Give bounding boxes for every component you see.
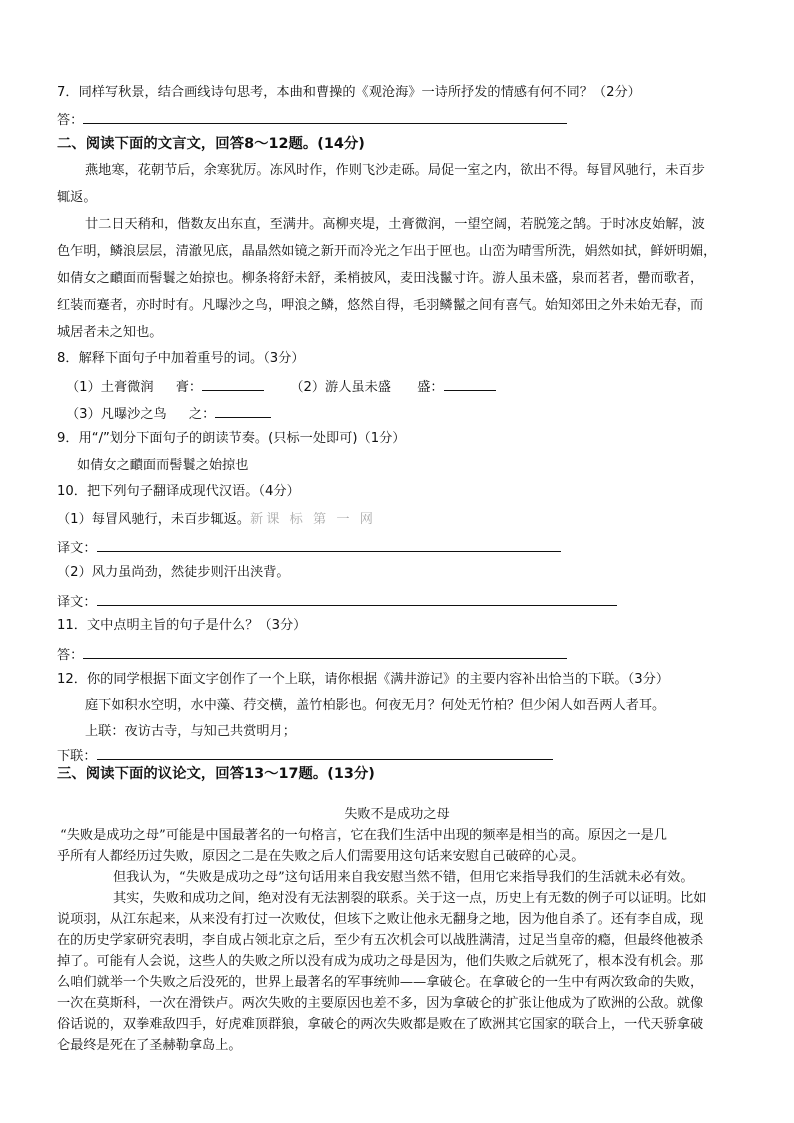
article-line: 说项羽，从江东起来，从来没有打过一次败仗，但垓下之败让他永无翻身之地，因为他自杀了。还有李自成，现: [57, 912, 704, 927]
question-11: 11．文中点明主旨的句子是什么？（3分）: [57, 618, 307, 633]
article-line: 俗话说的，双拳难敌四手，好虎难顶群狼，拿破仑的两次失败都是败在了欧洲其它国家的联合上，一代天骄拿破: [57, 1017, 704, 1032]
article-line: 其实，失败和成功之间，绝对没有无法割裂的联系。关于这一点，历史上有无数的例子可以证明。比如: [113, 891, 707, 906]
question-12: 12．你的同学根据下面文字创作了一个上联，请你根据《满井游记》的主要内容补出恰当的下联。（3分）: [57, 672, 670, 687]
question-8: 8．解释下面句子中加着重号的词。（3分）: [57, 351, 305, 366]
passage-line: 色乍明，鳞浪层层，清澈见底，晶晶然如镜之新开而冷光之乍出于匣也。山峦为晴雪所洗，娟然如拭，鲜妍明媚，: [57, 244, 717, 259]
watermark: 新课 标 第 一 网: [250, 512, 376, 527]
article-line: 掉了。可能有人会说，这些人的失败之所以没有成为成功之母是因为，他们失败之后就死了，根本没有机会。那: [57, 954, 704, 969]
q8-item-3: （3）凡曝沙之鸟 之：: [66, 403, 271, 424]
answer-blank[interactable]: [215, 403, 271, 418]
answer-blank[interactable]: [97, 537, 561, 552]
section-2-heading: 二、阅读下面的文言文，回答8～12题。(14分): [57, 136, 365, 152]
question-9: 9．用“/”划分下面句子的朗读节奏。(只标一处即可)（1分）: [57, 431, 406, 446]
q9-sentence: 如倩女之靧面而髻鬟之始掠也: [77, 458, 249, 473]
q12-lower-couplet: 下联：: [57, 745, 553, 766]
question-7: 7．同样写秋景，结合画线诗句思考，本曲和曹操的《观沧海》一诗所抒发的情感有何不同？（2分）: [57, 85, 641, 100]
answer-blank[interactable]: [97, 591, 617, 606]
article-line: 在的历史学家研究表明，李自成占领北京之后，至少有五次机会可以战胜满清，过足当皇帝的瘾，但最终他被杀: [57, 933, 704, 948]
article-line: 仑最终是死在了圣赫勒拿岛上。: [57, 1038, 242, 1053]
passage-line: 如倩女之靧面而髻鬟之始掠也。柳条将舒未舒，柔梢披风，麦田浅鬣寸许。游人虽未盛，泉而茗者，罍而歌者，: [57, 271, 704, 286]
q10-translation-1: 译文：: [57, 537, 561, 558]
q10-item-2: （2）风力虽尚劲，然徒步则汗出浃背。: [57, 565, 290, 580]
answer-blank[interactable]: [202, 376, 264, 391]
answer-blank[interactable]: [83, 644, 567, 659]
q10-translation-2: 译文：: [57, 591, 617, 612]
article-line: 么咱们就举一个失败之后没死的，世界上最著名的军事统帅——拿破仑。在拿破仑的一生中有两次致命的失败，: [57, 975, 704, 990]
article-line: 一次在莫斯科，一次在滑铁卢。两次失败的主要原因也差不多，因为拿破仑的扩张让他成为了欧洲的公敌。就像: [57, 996, 704, 1011]
passage-line: 城居者未之知也。: [57, 325, 163, 340]
article-line: 但我认为，“失败是成功之母”这句话用来自我安慰当然不错，但用它来指导我们的生活就未必有效。: [113, 870, 694, 885]
passage-line: 廿二日天稍和，偕数友出东直，至满井。高柳夹堤，土膏微润，一望空阔，若脱笼之鹄。于时冰皮始解，波: [85, 217, 705, 232]
answer-blank[interactable]: [97, 745, 553, 760]
question-10: 10．把下列句子翻译成现代汉语。（4分）: [57, 484, 300, 499]
answer-blank[interactable]: [444, 376, 496, 391]
article-line: “失败是成功之母”可能是中国最著名的一句格言，它在我们生活中出现的频率是相当的高。原因之一是几: [60, 828, 667, 843]
passage-line: 红装而蹇者，亦时时有。凡曝沙之鸟，呷浪之鳞，悠然自得，毛羽鳞鬣之间有喜气。始知郊田之外未始无春，而: [57, 298, 704, 313]
q12-quote: 庭下如积水空明，水中藻、荇交横，盖竹柏影也。何夜无月？何处无竹柏？但少闲人如吾两人者耳。: [85, 698, 666, 713]
q12-upper-couplet: 上联：夜访古寺，与知己共赏明月；: [85, 724, 296, 739]
article-title: 失败不是成功之母: [344, 807, 450, 822]
answer-label: 答：: [57, 113, 84, 128]
passage-line: 燕地寒，花朝节后，余寒犹厉。冻风时作，作则飞沙走砾。局促一室之内，欲出不得。每冒风驰行，未百步: [85, 163, 705, 178]
answer-line-11: 答：: [57, 644, 567, 665]
article-line: 乎所有人都经历过失败，原因之二是在失败之后人们需要用这句话来安慰自己破碎的心灵。: [57, 849, 585, 864]
section-3-heading: 三、阅读下面的议论文，回答13～17题。(13分): [57, 766, 375, 782]
q10-item-1: （1）每冒风驰行，未百步辄返。新课 标 第 一 网: [57, 512, 376, 527]
answer-line-7: [57, 109, 567, 130]
answer-blank[interactable]: [83, 109, 567, 124]
passage-line: 辄返。: [57, 190, 97, 205]
q8-item-1: （1）土膏微润 膏： （2）游人虽未盛 盛：: [66, 376, 496, 397]
